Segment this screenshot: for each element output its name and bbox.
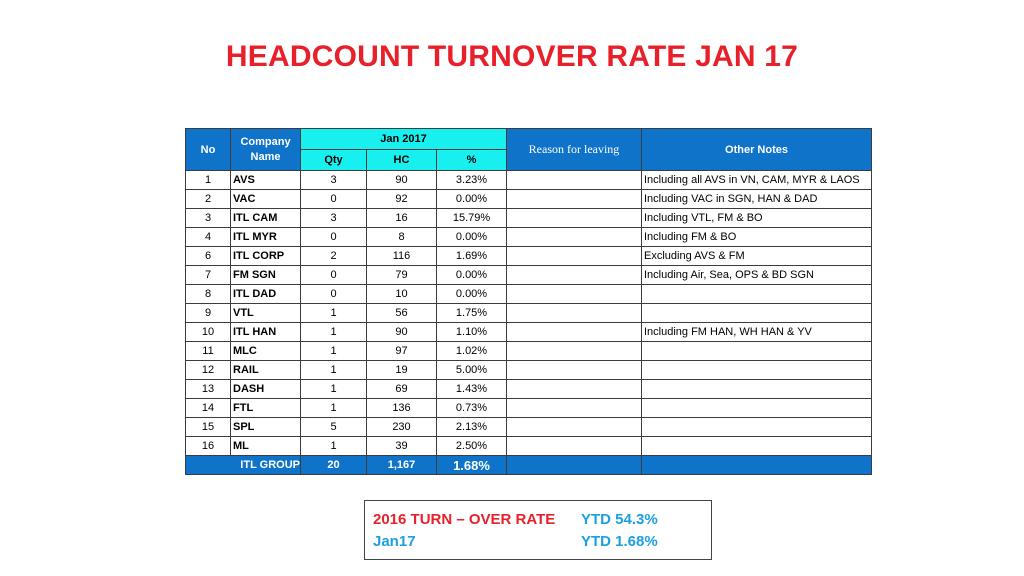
row-hc: 90 [367,171,437,190]
row-reason [507,228,642,247]
row-pct: 0.00% [437,228,507,247]
row-notes [642,285,872,304]
row-qty: 0 [301,285,367,304]
row-qty: 5 [301,418,367,437]
row-no: 8 [186,285,231,304]
row-no: 9 [186,304,231,323]
table-row [186,247,872,266]
row-company: VTL [231,304,301,323]
row-pct: 0.00% [437,285,507,304]
total-qty: 20 [301,456,367,475]
ytd-2016-label: 2016 TURN – OVER RATE [373,511,556,528]
table-row [186,323,872,342]
row-company: ML [231,437,301,456]
row-no: 10 [186,323,231,342]
row-company: AVS [231,171,301,190]
table-row [186,342,872,361]
table-row [186,285,872,304]
row-reason [507,380,642,399]
row-company: ITL MYR [231,228,301,247]
row-hc: 92 [367,190,437,209]
row-notes [642,304,872,323]
row-pct: 5.00% [437,361,507,380]
header-notes: Other Notes [642,129,872,171]
row-pct: 0.00% [437,266,507,285]
table-row [186,228,872,247]
row-pct: 1.02% [437,342,507,361]
row-reason [507,190,642,209]
row-no: 11 [186,342,231,361]
header-pct: % [437,150,507,171]
row-hc: 230 [367,418,437,437]
row-company: ITL CAM [231,209,301,228]
row-hc: 39 [367,437,437,456]
row-qty: 2 [301,247,367,266]
header-reason: Reason for leaving [507,129,642,171]
row-notes [642,380,872,399]
row-hc: 16 [367,209,437,228]
total-hc: 1,167 [367,456,437,475]
row-reason [507,266,642,285]
table-row [186,380,872,399]
row-notes [642,418,872,437]
row-reason [507,437,642,456]
row-notes: Including FM & BO [642,228,872,247]
row-company: ITL DAD [231,285,301,304]
row-qty: 1 [301,361,367,380]
row-hc: 19 [367,361,437,380]
row-notes [642,437,872,456]
row-pct: 1.75% [437,304,507,323]
row-notes: Including Air, Sea, OPS & BD SGN [642,266,872,285]
header-company: Company Name [231,129,301,171]
row-qty: 1 [301,323,367,342]
table-row [186,171,872,190]
row-pct: 2.50% [437,437,507,456]
row-reason [507,418,642,437]
table-row [186,418,872,437]
row-qty: 3 [301,209,367,228]
row-qty: 1 [301,304,367,323]
total-label: ITL GROUP [186,456,301,475]
row-pct: 1.43% [437,380,507,399]
row-company: RAIL [231,361,301,380]
row-qty: 1 [301,380,367,399]
row-reason [507,323,642,342]
ytd-2016-value: YTD 54.3% [581,511,658,528]
row-reason [507,342,642,361]
table-body [186,171,872,456]
row-hc: 136 [367,399,437,418]
row-company: SPL [231,418,301,437]
table-row [186,437,872,456]
row-no: 1 [186,171,231,190]
row-notes: Including VAC in SGN, HAN & DAD [642,190,872,209]
row-qty: 0 [301,266,367,285]
row-pct: 0.73% [437,399,507,418]
row-qty: 0 [301,190,367,209]
table-row [186,304,872,323]
turnover-table [185,128,872,475]
row-hc: 10 [367,285,437,304]
row-notes [642,342,872,361]
table-row [186,361,872,380]
row-no: 16 [186,437,231,456]
row-qty: 0 [301,228,367,247]
header-hc: HC [367,150,437,171]
row-notes: Including FM HAN, WH HAN & YV [642,323,872,342]
header-period: Jan 2017 [301,129,507,150]
row-notes: Including all AVS in VN, CAM, MYR & LAOS [642,171,872,190]
total-pct: 1.68% [437,456,507,475]
row-reason [507,209,642,228]
row-qty: 1 [301,342,367,361]
table-row [186,399,872,418]
row-qty: 1 [301,399,367,418]
ytd-jan17-label: Jan17 [373,533,416,550]
row-company: FTL [231,399,301,418]
row-hc: 56 [367,304,437,323]
row-company: ITL HAN [231,323,301,342]
row-qty: 3 [301,171,367,190]
page-title: HEADCOUNT TURNOVER RATE JAN 17 [225,40,799,73]
row-reason [507,304,642,323]
row-no: 7 [186,266,231,285]
row-qty: 1 [301,437,367,456]
row-reason [507,171,642,190]
row-pct: 2.13% [437,418,507,437]
row-company: DASH [231,380,301,399]
header-no: No [186,129,231,171]
row-reason [507,285,642,304]
row-pct: 3.23% [437,171,507,190]
row-reason [507,247,642,266]
row-no: 3 [186,209,231,228]
table-row [186,190,872,209]
row-hc: 8 [367,228,437,247]
row-company: ITL CORP [231,247,301,266]
row-hc: 116 [367,247,437,266]
row-company: VAC [231,190,301,209]
row-notes [642,399,872,418]
total-row [186,456,872,475]
header-qty: Qty [301,150,367,171]
row-notes: Including VTL, FM & BO [642,209,872,228]
row-reason [507,399,642,418]
row-hc: 97 [367,342,437,361]
row-notes [642,361,872,380]
row-company: MLC [231,342,301,361]
row-hc: 69 [367,380,437,399]
ytd-summary-box [364,500,712,560]
row-no: 13 [186,380,231,399]
row-pct: 1.10% [437,323,507,342]
row-pct: 1.69% [437,247,507,266]
row-hc: 90 [367,323,437,342]
row-no: 12 [186,361,231,380]
row-company: FM SGN [231,266,301,285]
row-no: 4 [186,228,231,247]
row-reason [507,361,642,380]
row-hc: 79 [367,266,437,285]
row-no: 15 [186,418,231,437]
ytd-jan17-value: YTD 1.68% [581,533,658,550]
total-reason-cell [507,456,642,475]
row-no: 2 [186,190,231,209]
row-no: 6 [186,247,231,266]
total-notes-cell [642,456,872,475]
row-pct: 0.00% [437,190,507,209]
row-pct: 15.79% [437,209,507,228]
row-notes: Excluding AVS & FM [642,247,872,266]
row-no: 14 [186,399,231,418]
table-row [186,266,872,285]
table-row [186,209,872,228]
